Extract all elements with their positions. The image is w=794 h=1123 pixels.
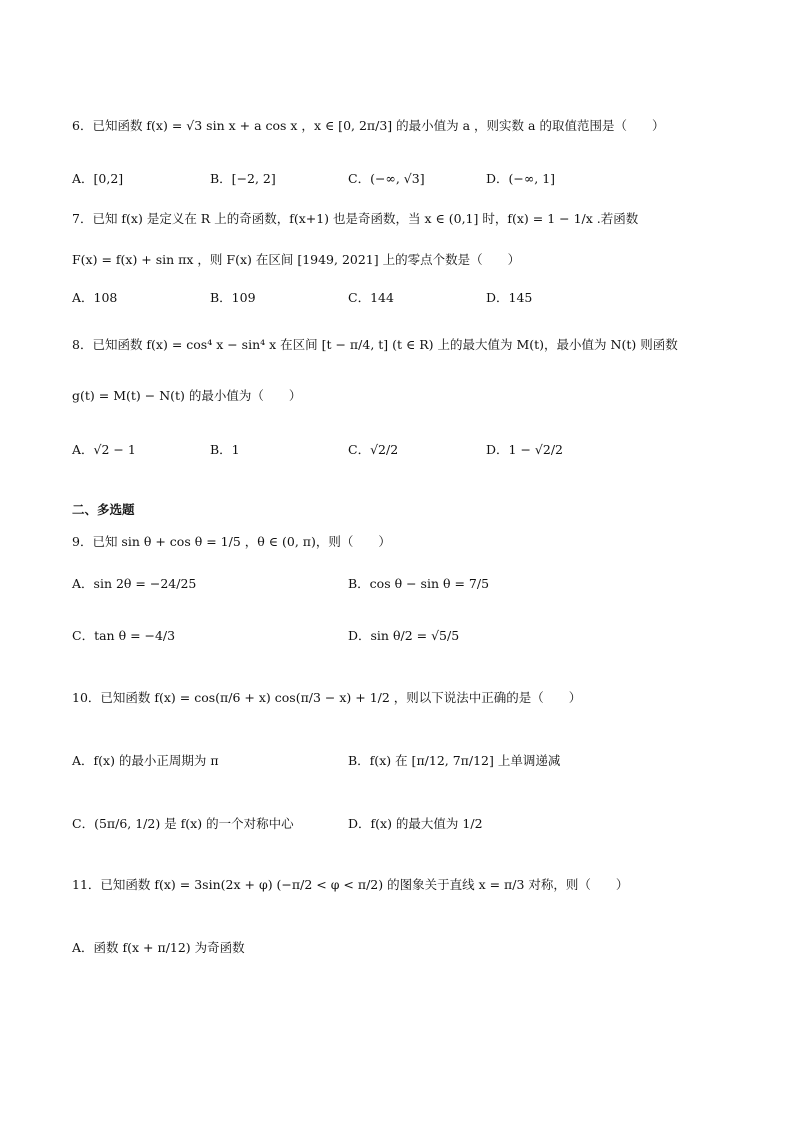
q10-option-c: C．(5π/6, 1/2) 是 f(x) 的一个对称中心 — [72, 816, 294, 831]
q6-option-c: C．(−∞, √3] — [348, 171, 425, 186]
q6-option-a: A．[0,2] — [72, 171, 124, 186]
q8-option-d: D．1 − √2/2 — [486, 442, 563, 457]
q7-option-d: D．145 — [486, 290, 533, 305]
q10-option-a: A．f(x) 的最小正周期为 π — [72, 753, 219, 768]
question-10-stem: 10．已知函数 f(x) = cos(π/6 + x) cos(π/3 − x) + 1/2 ，则以下说法中正确的是（ ） — [72, 690, 582, 705]
question-6-stem: 6．已知函数 f(x) = √3 sin x + a cos x ，x ∈ [0, 2π/3] 的最小值为 a ，则实数 a 的取值范围是（ ） — [72, 118, 665, 133]
q10-option-b: B．f(x) 在 [π/12, 7π/12] 上单调递减 — [348, 753, 561, 768]
question-11-stem: 11．已知函数 f(x) = 3sin(2x + φ) (−π/2 < φ < π/2) 的图象关于直线 x = π/3 对称，则（ ） — [72, 877, 629, 892]
q9-option-d: D．sin θ/2 = √5/5 — [348, 628, 460, 643]
q8-option-b: B．1 — [210, 442, 240, 457]
question-9-stem: 9．已知 sin θ + cos θ = 1/5 ，θ ∈ (0, π)，则（ ） — [72, 534, 391, 549]
question-7-stem-line1: 7．已知 f(x) 是定义在 R 上的奇函数，f(x+1) 也是奇函数，当 x ∈ (0,1] 时，f(x) = 1 − 1/x .若函数 — [72, 211, 639, 226]
q8-option-a: A．√2 − 1 — [72, 442, 136, 457]
section-heading: 二、多选题 — [72, 502, 135, 517]
q7-option-b: B．109 — [210, 290, 256, 305]
question-8-stem-line2: g(t) = M(t) − N(t) 的最小值为（ ） — [72, 388, 302, 403]
question-8-stem-line1: 8．已知函数 f(x) = cos⁴ x − sin⁴ x 在区间 [t − π/4, t] (t ∈ R) 上的最大值为 M(t)，最小值为 N(t) 则函数 — [72, 337, 678, 352]
q9-option-b: B．cos θ − sin θ = 7/5 — [348, 576, 490, 591]
question-7-stem-line2: F(x) = f(x) + sin πx ，则 F(x) 在区间 [1949, 2021] 上的零点个数是（ ） — [72, 252, 521, 267]
q7-option-a: A．108 — [72, 290, 118, 305]
q8-option-c: C．√2/2 — [348, 442, 399, 457]
q11-option-a: A．函数 f(x + π/12) 为奇函数 — [72, 940, 245, 955]
q10-option-d: D．f(x) 的最大值为 1/2 — [348, 816, 483, 831]
q6-option-d: D．(−∞, 1] — [486, 171, 556, 186]
q6-option-b: B．[−2, 2] — [210, 171, 276, 186]
q9-option-c: C．tan θ = −4/3 — [72, 628, 176, 643]
q7-option-c: C．144 — [348, 290, 394, 305]
q9-option-a: A．sin 2θ = −24/25 — [72, 576, 197, 591]
